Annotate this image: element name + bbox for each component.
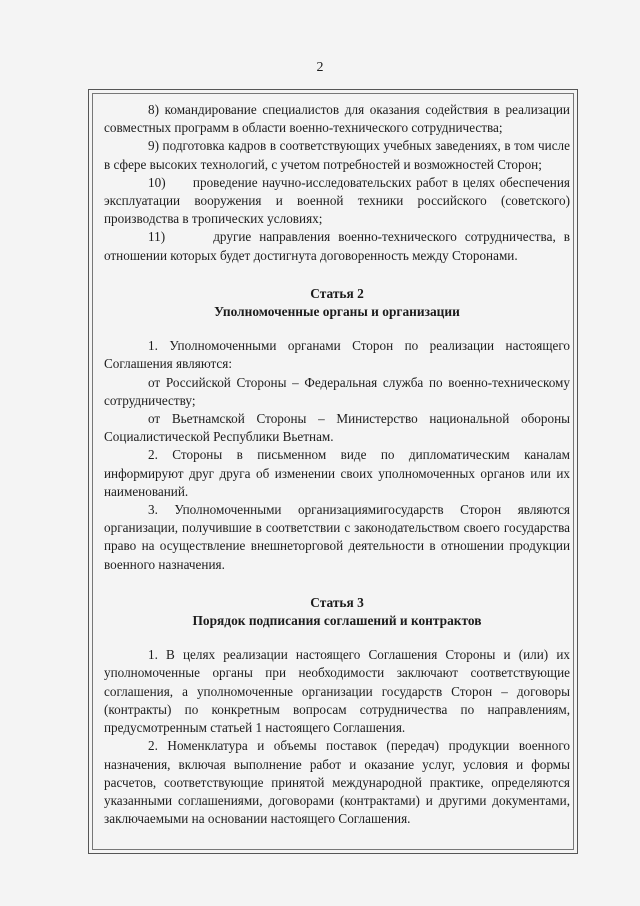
article-2-paragraph: 3. Уполномоченными организациямигосударств Сторон являются организации, получившие в соответствии с законодательством своего государства право на осуществление внешнеторговой деятельности в отношении продукции военного назначения.: [104, 502, 570, 572]
list-item: 10) проведение научно-исследовательских работ в целях обеспечения эксплуатации вооружения и военной техники российского (советского) производства в тропических условиях;: [104, 174, 570, 227]
article-3-title: Порядок подписания соглашений и контрактов: [192, 613, 482, 629]
article-2-number: Статья 2: [310, 285, 364, 301]
document-body: [104, 101, 570, 828]
article-2-title: Уполномоченные органы и организации: [214, 304, 460, 320]
article-2-paragraph: от Вьетнамской Стороны – Министерство национальной обороны Социалистической Республики Вьетнам.: [104, 411, 570, 445]
article-3-paragraph: 2. Номенклатура и объемы поставок (передач) продукции военного назначения, включая выполнение работ и оказание услуг, условия и формы расчетов, соответствующие принятой международной практике, определяются указанными соглашениями, договорами (контрактами) и другими документами, заключаемыми на основании настоящего Соглашения.: [104, 738, 570, 827]
page-number: 2: [316, 60, 324, 75]
list-item: 11) другие направления военно-технического сотрудничества, в отношении которых будет достигнута договоренность между Сторонами.: [104, 229, 570, 263]
article-3-paragraph: 1. В целях реализации настоящего Соглашения Стороны и (или) их уполномоченные органы при необходимости заключают соответствующие соглашения, а уполномоченные организации государств Сторон – договоры (контракты) по конкретным вопросам сотрудничества по направлениям, предусмотренным статьей 1 настоящего Соглашения.: [104, 647, 570, 736]
list-item: 9) подготовка кадров в соответствующих учебных заведениях, в том числе в сфере высоких технологий, с учетом потребностей и возможностей Сторон;: [104, 138, 570, 172]
list-item: 8) командирование специалистов для оказания содействия в реализации совместных программ в области военно-технического сотрудничества;: [104, 102, 570, 136]
article-3-number: Статья 3: [310, 594, 364, 610]
article-2-paragraph: от Российской Стороны – Федеральная служба по военно-техническому сотрудничеству;: [104, 374, 570, 408]
article-2-paragraph: 2. Стороны в письменном виде по дипломатическим каналам информируют друг друга об изменении своих уполномоченных органов или их наименований.: [104, 447, 570, 499]
article-2-paragraph: 1. Уполномоченными органами Сторон по реализации настоящего Соглашения являются:: [104, 338, 570, 372]
